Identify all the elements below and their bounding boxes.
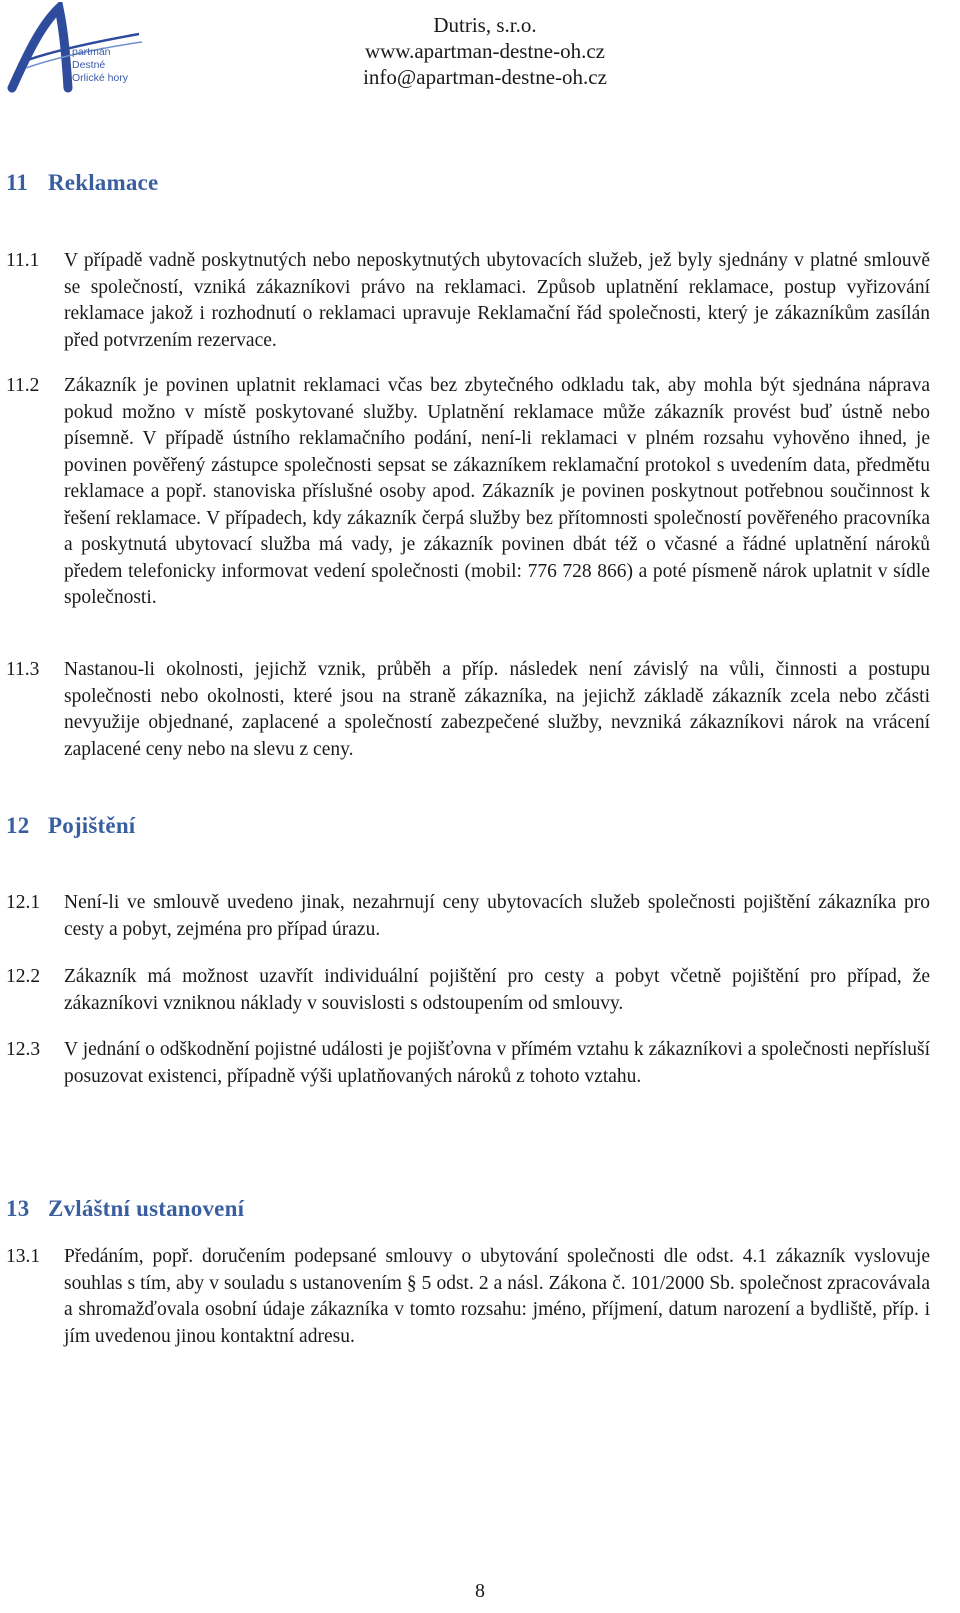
paragraph-text: Není-li ve smlouvě uvedeno jinak, nezahrnují ceny ubytovacích služeb společnosti pojištění zákazníka pro cesty a pobyt, zejména pro případ úrazu. bbox=[64, 892, 930, 940]
logo-text-line2: Destné bbox=[72, 59, 106, 71]
paragraph-text: Nastanou-li okolnosti, jejichž vznik, průběh a příp. následek není závislý na vůli, činnosti a postupu společnosti nebo okolnosti, které jsou na straně zákazníka, na jejichž základě zákazník zcela nebo zčásti nevyužije objednané, zaplacené a společností zabezpečené služby, nevzniká zákazníkovi nárok na vrácení zaplacené ceny nebo na slevu z ceny. bbox=[64, 659, 930, 760]
section-title: Reklamace bbox=[48, 170, 159, 195]
paragraph-13-1 bbox=[6, 1244, 930, 1350]
paragraph-11-2 bbox=[6, 373, 930, 612]
section-heading-reklamace bbox=[6, 170, 158, 196]
paragraph-text: Předáním, popř. doručením podepsané smlouvy o ubytování společnosti dle odst. 4.1 zákazník vyslovuje souhlas s tím, aby v souladu s ustanovením § 5 odst. 2 a násl. Zákona č. 101/2000 Sb. společnost zpracovávala a shromažďovala osobní údaje zákazníka v tomto rozsahu: jméno, příjmení, datum narození a bydliště, příp. i jím uvedenou jinou kontaktní adresu. bbox=[64, 1246, 930, 1347]
section-number: 13 bbox=[6, 1196, 30, 1221]
paragraph-text: Zákazník je povinen uplatnit reklamaci včas bez zbytečného odkladu tak, aby mohla být sjednána náprava pokud možno v místě poskytované služby. Uplatnění reklamace může zákazník provést buď ústně nebo písemně. V případě ústního reklamačního podání, není-li reklamaci v plném rozsahu vyhověno ihned, je povinen pověřený zástupce společnosti sepsat se zákazníkem reklamační protokol s uvedením data, předmětu reklamace a popř. stanoviska příslušné osoby apod. Zákazník je povinen poskytnout potřebnou součinnost k řešení reklamace. V případech, kdy zákazník čerpá služby bez přítomnosti společností pověřeného pracovníka a poskytnutá ubytovací služba má vady, je zákazník povinen dbát též o včasné a řádné uplatnění nároků předem telefonicky informovat vedení společnosti (mobil: 776 728 866) a poté písmeně nárok uplatnit v sídle společnosti. bbox=[64, 375, 930, 608]
paragraph-11-3 bbox=[6, 657, 930, 763]
paragraph-text: Zákazník má možnost uzavřít individuální pojištění pro cesty a pobyt včetně pojištění pro případ, že zákazníkovi vzniknou náklady v souvislosti s odstoupením od smlouvy. bbox=[64, 966, 930, 1014]
company-name: Dutris, s.r.o. bbox=[433, 13, 537, 37]
website-link[interactable]: www.apartman-destne-oh.cz bbox=[364, 39, 606, 63]
email-link[interactable]: info@apartman-destne-oh.cz bbox=[363, 65, 607, 89]
paragraph-number: 11.2 bbox=[6, 375, 40, 396]
section-number: 12 bbox=[6, 813, 30, 838]
section-heading-zvlastni-ustanoveni bbox=[6, 1196, 244, 1222]
paragraph-number: 13.1 bbox=[6, 1246, 41, 1267]
section-heading-pojisteni bbox=[6, 813, 135, 839]
paragraph-11-1 bbox=[6, 248, 930, 354]
paragraph-12-2 bbox=[6, 964, 930, 1017]
paragraph-number: 11.3 bbox=[6, 659, 40, 680]
paragraph-number: 11.1 bbox=[6, 250, 40, 271]
logo-text-line3: Orlické hory bbox=[72, 72, 129, 84]
document-header bbox=[325, 12, 645, 90]
page-number: 8 bbox=[475, 1580, 485, 1602]
paragraph-number: 12.1 bbox=[6, 892, 41, 913]
paragraph-number: 12.3 bbox=[6, 1039, 41, 1060]
logo-text-line1: partmán bbox=[72, 46, 111, 58]
paragraph-12-3 bbox=[6, 1037, 930, 1090]
paragraph-12-1 bbox=[6, 890, 930, 943]
paragraph-text: V případě vadně poskytnutých nebo neposkytnutých ubytovacích služeb, jež byly sjednány v platné smlouvě se společností, vzniká zákazníkovi právo na reklamaci. Způsob uplatnění reklamace, postup vyřizování reklamace jakož i rozhodnutí o reklamaci upravuje Reklamační řád společnosti, který je zákazníkům zasílán před potvrzením rezervace. bbox=[64, 250, 930, 351]
company-logo bbox=[4, 2, 144, 94]
section-number: 11 bbox=[6, 170, 29, 195]
paragraph-number: 12.2 bbox=[6, 966, 41, 987]
section-title: Zvláštní ustanovení bbox=[48, 1196, 245, 1221]
section-title: Pojištění bbox=[48, 813, 136, 838]
paragraph-text: V jednání o odškodnění pojistné události je pojišťovna v přímém vztahu k zákazníkovi a společnosti nepřísluší posuzovat existenci, případně výši uplatňovaných nároků z tohoto vztahu. bbox=[64, 1039, 930, 1087]
